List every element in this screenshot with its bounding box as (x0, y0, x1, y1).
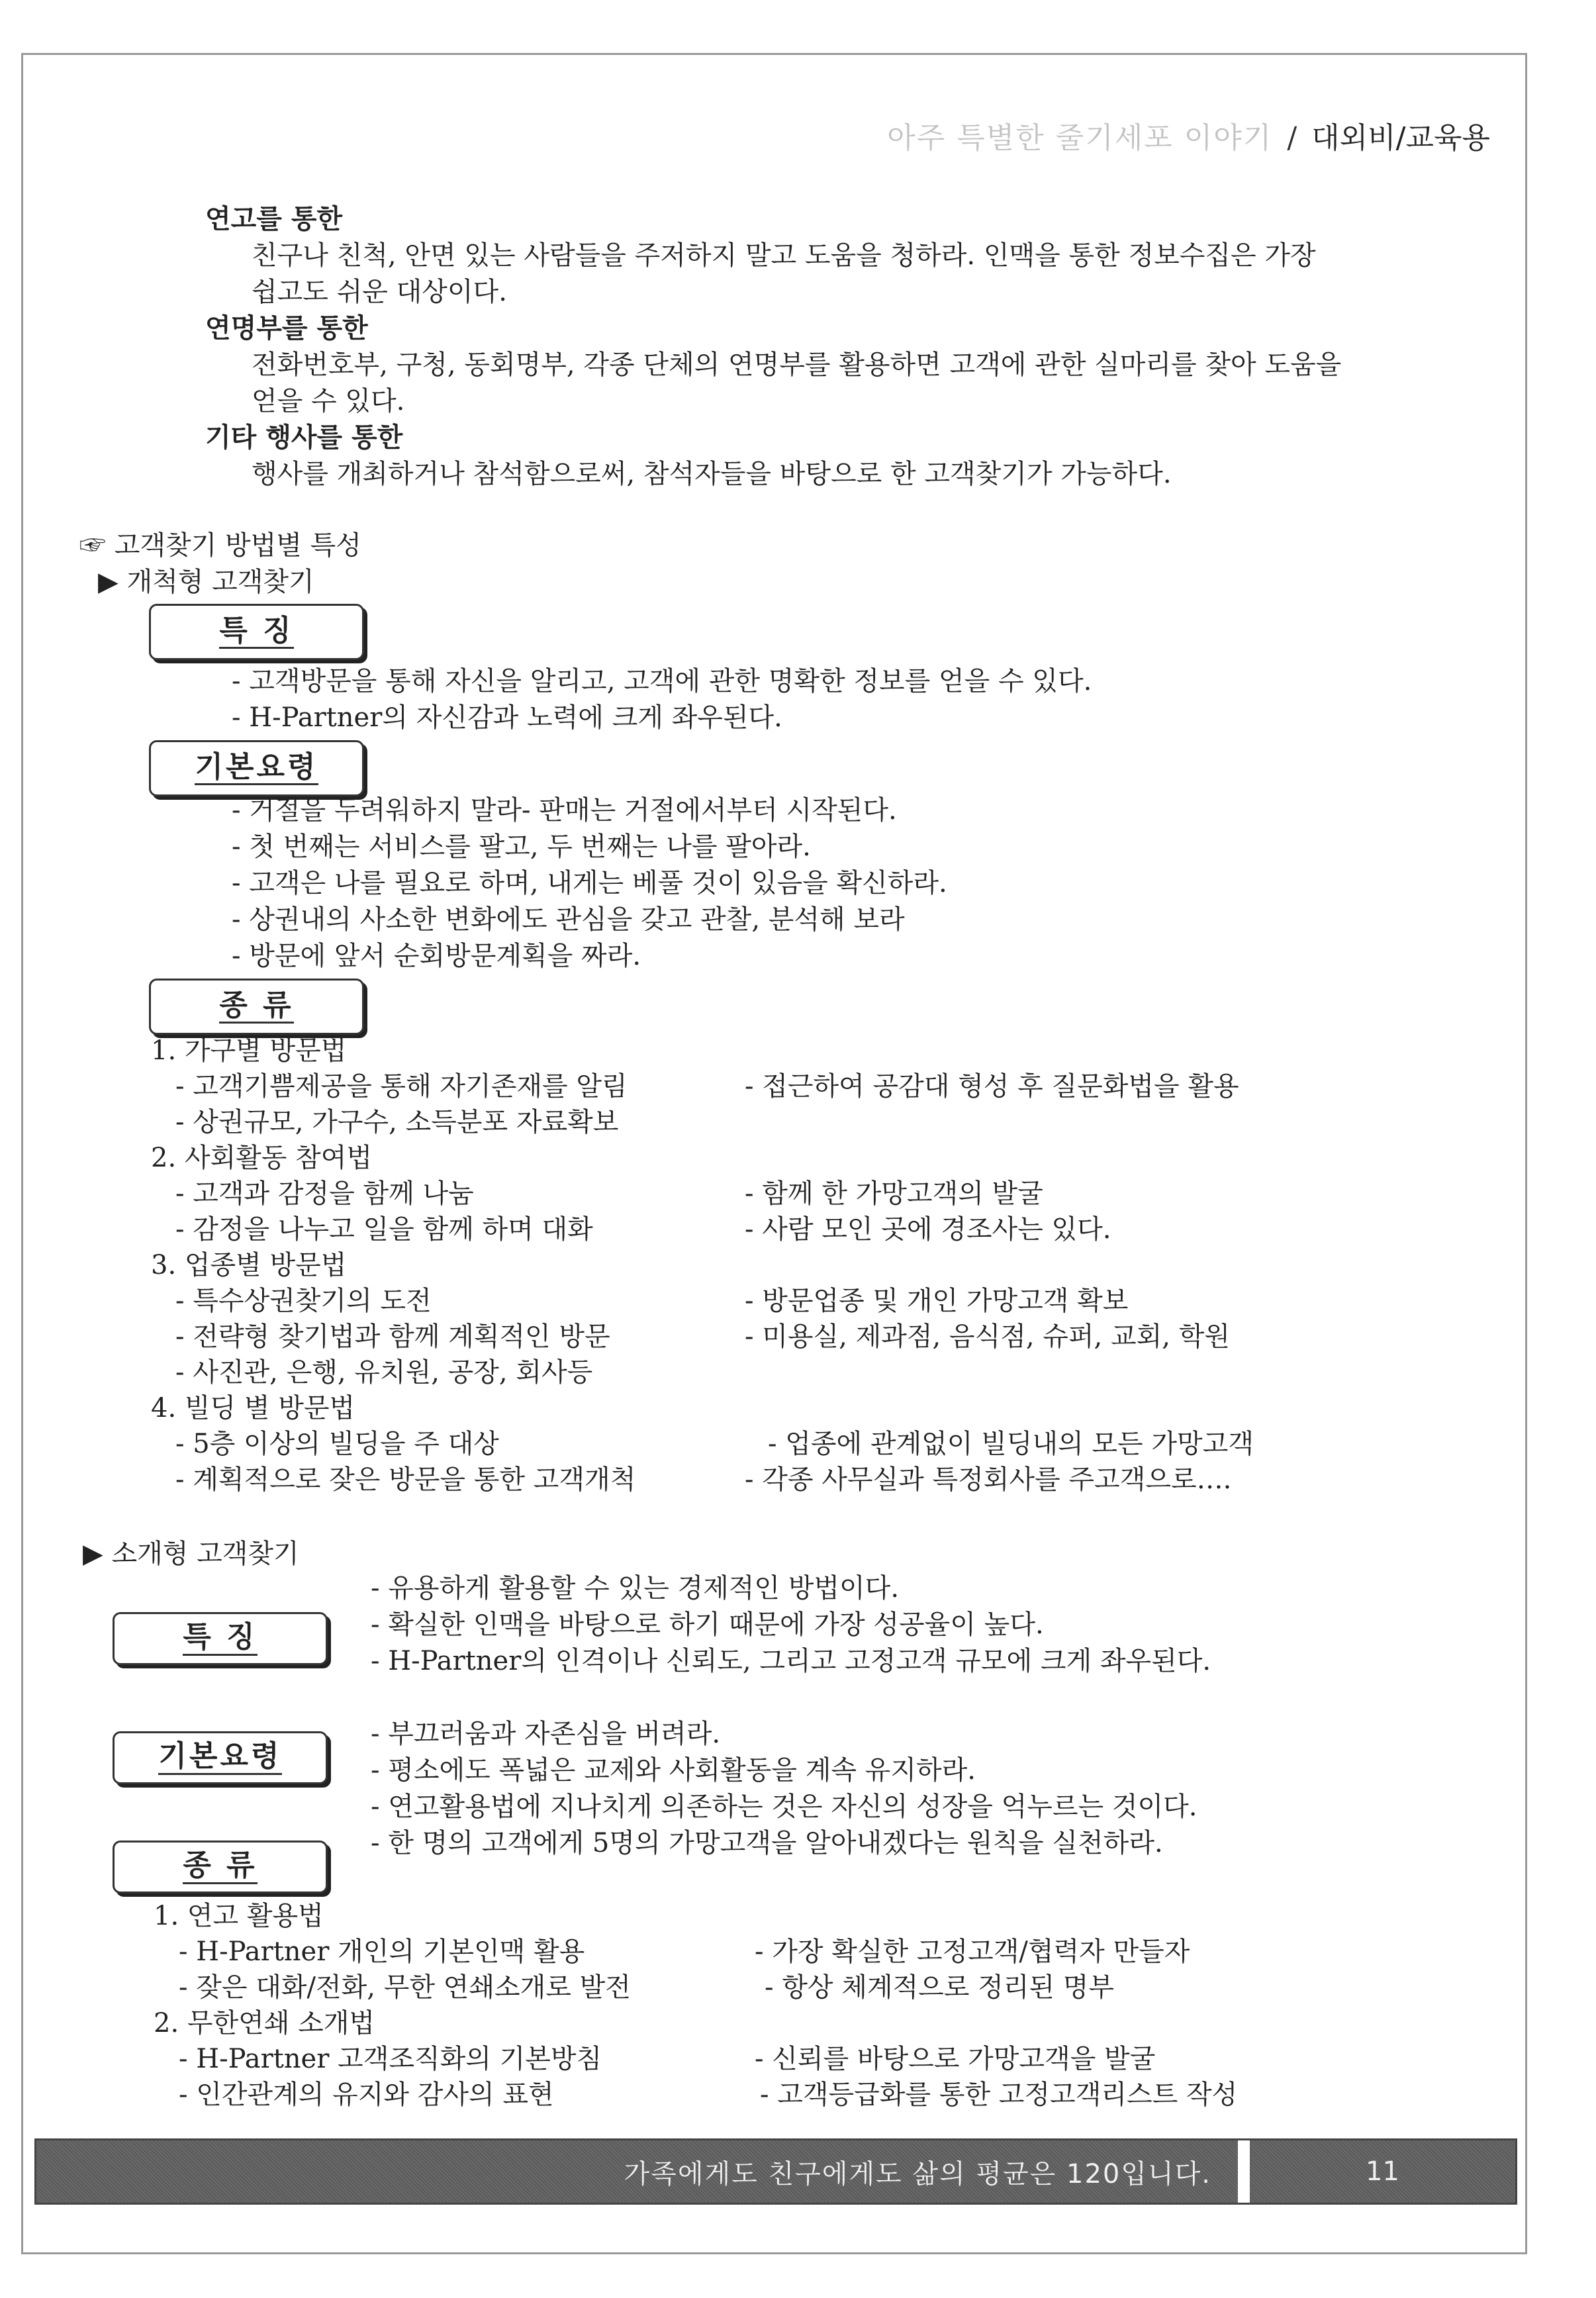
page-footer (34, 2138, 1517, 2205)
pioneer-feature-line: - H-Partner의 자신감과 노력에 크게 좌우된다. (232, 702, 782, 733)
header-category: 대외비/교육용 (1311, 121, 1490, 155)
pioneer-type-title: 3. 업종별 방문법 (151, 1250, 347, 1280)
referral-type-item-right: - 항상 체계적으로 정리된 명부 (765, 1972, 1115, 2003)
pioneer-type-item-left: - 고객기쁨제공을 통해 자기존재를 알림 (175, 1071, 628, 1102)
referral-feature-line: - H-Partner의 인격이나 신뢰도, 그리고 고정고객 규모에 크게 좌우된다. (371, 1646, 1211, 1676)
section-text-line: 전화번호부, 구청, 동회명부, 각종 단체의 연명부를 활용하면 고객에 관한 실마리를 찾아 도움을 (252, 350, 1342, 380)
pioneer-type-item-right: - 함께 한 가망고객의 발굴 (745, 1178, 1043, 1209)
pioneer-basics-line: - 방문에 앞서 순회방문계획을 짜라. (232, 941, 641, 971)
section-text-line: 얻을 수 있다. (252, 386, 405, 416)
pioneer-type-item-left: - 특수상권찾기의 도전 (175, 1286, 432, 1316)
referral-type-item-left: - 인간관계의 유지와 감사의 표현 (179, 2080, 554, 2110)
referral-basics-line: - 부끄러움과 자존심을 버려라. (371, 1719, 721, 1749)
footer-divider (1238, 2140, 1250, 2203)
referral-type-item-right: - 가장 확실한 고정고객/협력자 만들자 (755, 1937, 1190, 1967)
pioneer-feature-line: - 고객방문을 통해 자신을 알리고, 고객에 관한 명확한 정보를 얻을 수 있다. (232, 666, 1092, 696)
pioneer-type-title: 2. 사회활동 참여법 (151, 1143, 373, 1173)
method-title: ☞ 고객찾기 방법별 특성 (79, 530, 361, 561)
pioneer-type-item-left: - 상권규모, 가구수, 소득분포 자료확보 (175, 1107, 619, 1137)
referral-type-item-left: - H-Partner 개인의 기본인맥 활용 (179, 1937, 585, 1967)
referral-title: ▶ 소개형 고객찾기 (83, 1539, 299, 1569)
referral-type-title: 1. 연고 활용법 (154, 1901, 324, 1931)
pioneer-basics-label: 기본요령 (149, 740, 364, 796)
pioneer-type-title: 1. 가구별 방문법 (151, 1035, 347, 1066)
section-heading-directory: 연명부를 통한 (205, 312, 368, 344)
referral-feature-line: - 유용하게 활용할 수 있는 경제적인 방법이다. (371, 1573, 900, 1604)
section-text-line: 행사를 개최하거나 참석함으로써, 참석자들을 바탕으로 한 고객찾기가 가능하다. (252, 459, 1172, 489)
pioneer-type-item-left: - 5층 이상의 빌딩을 주 대상 (175, 1429, 499, 1459)
pioneer-title: ▶ 개척형 고객찾기 (98, 567, 314, 597)
pioneer-type-item-right: - 미용실, 제과점, 음식점, 슈퍼, 교회, 학원 (745, 1321, 1230, 1352)
pioneer-type-item-right: - 접근하여 공감대 형성 후 질문화법을 활용 (745, 1071, 1239, 1102)
pioneer-feature-label: 특 징 (149, 604, 364, 660)
referral-type-item-left: - 잦은 대화/전화, 무한 연쇄소개로 발전 (179, 1972, 631, 2003)
footer-slogan: 가족에게도 친구에게도 삶의 평균은 120입니다. (624, 2158, 1211, 2189)
pioneer-type-item-right: - 방문업종 및 개인 가망고객 확보 (745, 1286, 1129, 1316)
header-separator: / (1287, 121, 1297, 155)
pioneer-basics-line: - 상권내의 사소한 변화에도 관심을 갖고 관찰, 분석해 보라 (232, 904, 905, 935)
referral-types-label: 종 류 (113, 1841, 328, 1893)
pioneer-type-item-right: - 사람 모인 곳에 경조사는 있다. (745, 1214, 1111, 1245)
pioneer-type-item-left: - 고객과 감정을 함께 나눔 (175, 1178, 474, 1209)
referral-basics-line: - 한 명의 고객에게 5명의 가망고객을 알아내겠다는 원칙을 실천하라. (371, 1828, 1163, 1858)
pioneer-type-item-right: - 업종에 관계없이 빌딩내의 모든 가망고객 (768, 1429, 1254, 1459)
pioneer-type-item-left: - 사진관, 은행, 유치원, 공장, 회사등 (175, 1357, 593, 1388)
section-heading-events: 기타 행사를 통한 (205, 422, 403, 453)
referral-basics-label: 기본요령 (113, 1731, 328, 1784)
pioneer-types-label: 종 류 (149, 979, 364, 1035)
pioneer-basics-line: - 첫 번째는 서비스를 팔고, 두 번째는 나를 팔아라. (232, 832, 811, 862)
header-subtitle: 아주 특별한 줄기세포 이야기 (887, 121, 1273, 155)
pioneer-type-item-left: - 계획적으로 잦은 방문을 통한 고객개척 (175, 1464, 636, 1495)
pioneer-type-item-left: - 감정을 나누고 일을 함께 하며 대화 (175, 1214, 593, 1245)
running-header (887, 114, 1490, 156)
pioneer-basics-line: - 고객은 나를 필요로 하며, 내게는 베풀 것이 있음을 확신하라. (232, 868, 947, 898)
pioneer-basics-line: - 거절을 두려워하지 말라- 판매는 거절에서부터 시작된다. (232, 795, 897, 826)
referral-feature-label: 특 징 (113, 1612, 328, 1665)
section-text-line: 쉽고도 쉬운 대상이다. (252, 277, 507, 307)
referral-type-title: 2. 무한연쇄 소개법 (154, 2008, 375, 2038)
pioneer-type-item-right: - 각종 사무실과 특정회사를 주고객으로…. (745, 1464, 1232, 1495)
referral-basics-line: - 평소에도 폭넓은 교제와 사회활동을 계속 유지하라. (371, 1755, 976, 1786)
section-text-line: 친구나 친척, 안면 있는 사람들을 주저하지 말고 도움을 청하라. 인맥을 통한 정보수집은 가장 (252, 240, 1316, 271)
referral-type-item-right: - 고객등급화를 통한 고정고객리스트 작성 (760, 2080, 1238, 2110)
referral-type-item-right: - 신뢰를 바탕으로 가망고객을 발굴 (755, 2044, 1156, 2074)
pioneer-type-title: 4. 빌딩 별 방문법 (151, 1393, 355, 1423)
page-number: 11 (1366, 2156, 1399, 2187)
section-heading-acquaintance: 연고를 통한 (205, 203, 343, 234)
referral-type-item-left: - H-Partner 고객조직화의 기본방침 (179, 2044, 602, 2074)
referral-feature-line: - 확실한 인맥을 바탕으로 하기 때문에 가장 성공율이 높다. (371, 1609, 1044, 1640)
pioneer-type-item-left: - 전략형 찾기법과 함께 계획적인 방문 (175, 1321, 610, 1352)
referral-basics-line: - 연고활용법에 지나치게 의존하는 것은 자신의 성장을 억누르는 것이다. (371, 1792, 1197, 1822)
